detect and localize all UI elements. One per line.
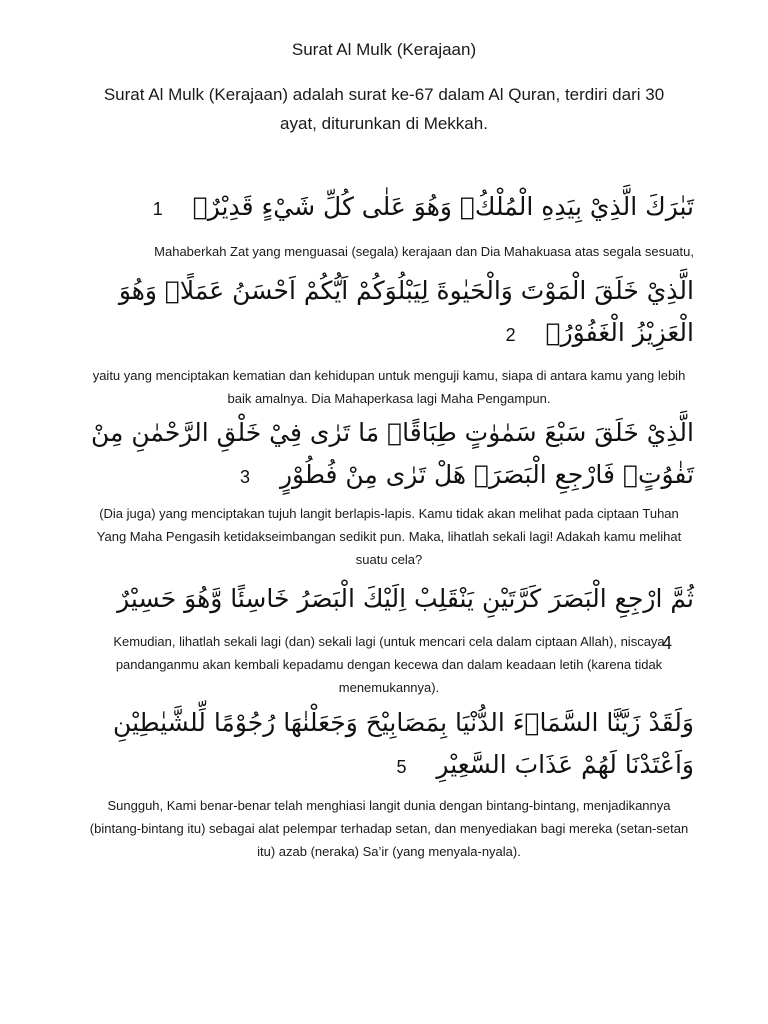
page-title: Surat Al Mulk (Kerajaan) [291, 40, 477, 59]
verse-translation-4: Kemudian, lihatlah sekali lagi (dan) sekali lagi (untuk mencari cela dalam ciptaan Allah), niscaya pandanganmu akan kembali kepadamu dengan kecewa dan dalam keadaan letih (karena tidak menemukannya). [113, 634, 665, 695]
verse-translation-3: (Dia juga) yang menciptakan tujuh langit berlapis-lapis. Kamu tidak akan melihat pada ciptaan Tuhan Yang Maha Pengasih ketidakseimbangan sedikit pun. Maka, lihatlah sekali lagi! Adakah kamu melihat suatu cela? [96, 506, 682, 567]
verse-translation-1: Mahaberkah Zat yang menguasai (segala) kerajaan dan Dia Mahakuasa atas segala sesuatu, [154, 244, 694, 259]
verse-translation-5: Sungguh, Kami benar-benar telah menghiasi langit dunia dengan bintang-bintang, menjadikannya (bintang-bintang itu) sebagai alat pelempar terhadap setan, dan menyediakan bagi mereka (setan-setan itu) azab (neraka) Sa’ir (yang menyala-nyala). [89, 798, 689, 859]
verse-number: 3 [240, 467, 251, 487]
verse-arabic-text: تَبٰرَكَ الَّذِيْ بِيَدِهِ الْمُلْكُۖ وَهُوَ عَلٰى كُلِّ شَيْءٍ قَدِيْرٌۙ [192, 192, 694, 221]
verse-arabic-3 [84, 412, 694, 498]
verse-number: 1 [152, 199, 163, 219]
verse-arabic-1 [84, 186, 694, 230]
verse-number: 5 [396, 757, 407, 777]
verse-arabic-text: وَلَقَدْ زَيَّنَّا السَّمَاۤءَ الدُّنْيَا بِمَصَابِيْحَ وَجَعَلْنٰهَا رُجُوْمًا لِّلشَّيٰطِيْنِ وَاَعْتَدْنَا لَهُمْ عَذَابَ السَّعِيْرِ [113, 708, 694, 779]
verse-number: 2 [505, 325, 516, 345]
verse-translation-2: yaitu yang menciptakan kematian dan kehidupan untuk menguji kamu, siapa di antara kamu yang lebih baik amalnya. Dia Mahaperkasa lagi Maha Pengampun. [92, 368, 686, 406]
verse-arabic-text: ثُمَّ ارْجِعِ الْبَصَرَ كَرَّتَيْنِ يَنْقَلِبْ اِلَيْكَ الْبَصَرُ خَاسِئًا وَّهُوَ حَسِيْرٌ [117, 584, 694, 613]
verse-arabic-2 [84, 270, 694, 356]
verse-arabic-5 [84, 702, 694, 788]
verse-arabic-text: الَّذِيْ خَلَقَ سَبْعَ سَمٰوٰتٍ طِبَاقًاۗ مَا تَرٰى فِيْ خَلْقِ الرَّحْمٰنِ مِنْ تَفٰوُتٍۗ فَارْجِعِ الْبَصَرَۙ هَلْ تَرٰى مِنْ فُطُوْرٍ [91, 418, 694, 489]
intro-paragraph: Surat Al Mulk (Kerajaan) adalah surat ke-67 dalam Al Quran, terdiri dari 30 ayat, diturunkan di Mekkah. [103, 85, 665, 133]
verse-arabic-text: الَّذِيْ خَلَقَ الْمَوْتَ وَالْحَيٰوةَ لِيَبْلُوَكُمْ اَيُّكُمْ اَحْسَنُ عَمَلًاۗ وَهُوَ الْعَزِيْزُ الْغَفُوْرُۙ [118, 276, 694, 347]
verse-number: 4 [661, 633, 672, 653]
